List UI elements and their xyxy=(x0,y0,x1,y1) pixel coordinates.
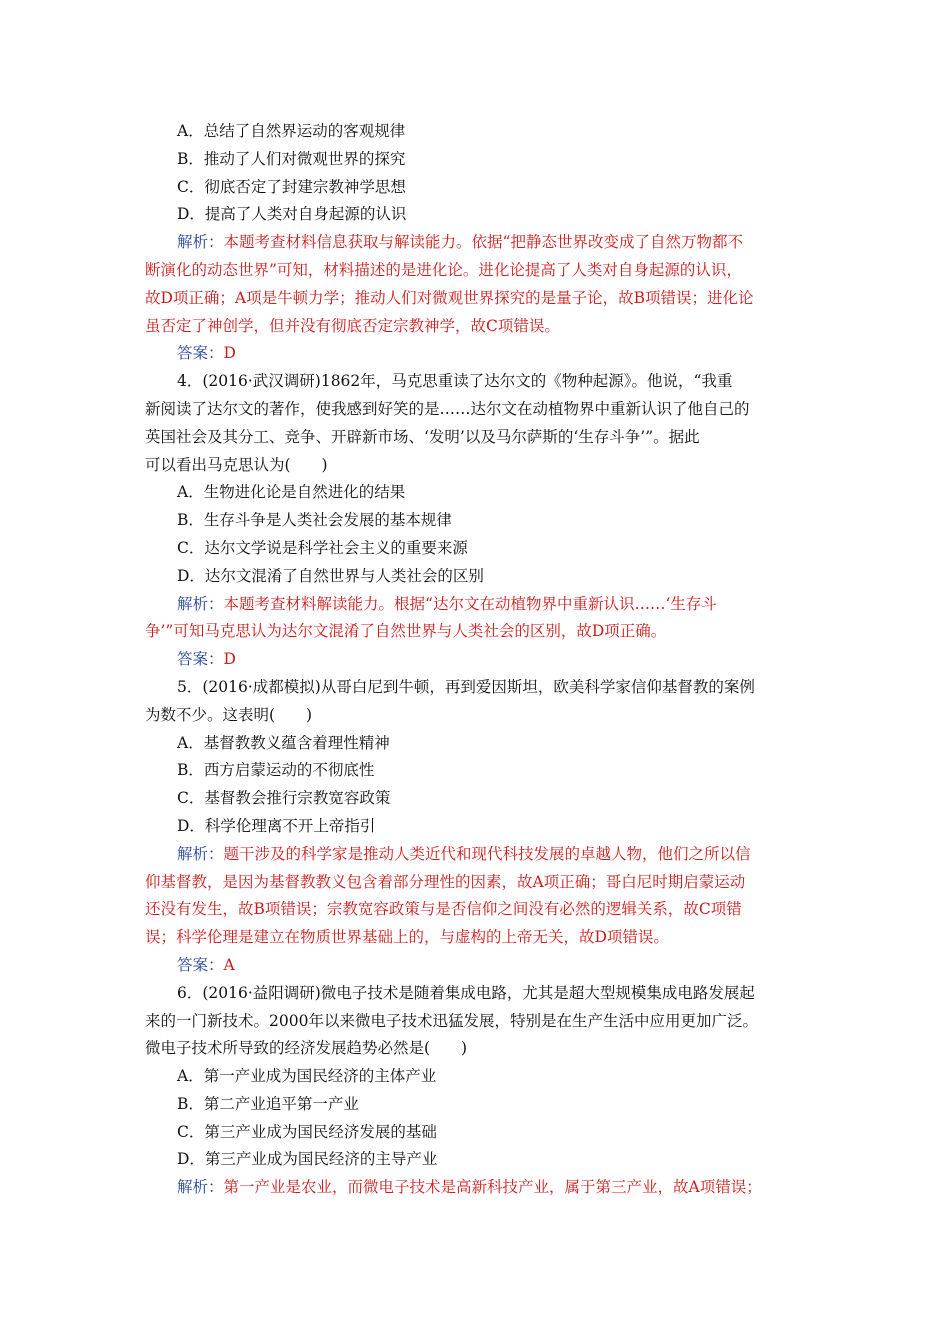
question-stem: 可以看出马克思认为( ) xyxy=(145,455,328,474)
question-stem: 6．(2016·益阳调研)微电子技术是随着集成电路，尤其是超大型规模集成电路发展起 xyxy=(177,983,755,1002)
question-stem: 5．(2016·成都模拟)从哥白尼到牛顿，再到爱因斯坦，欧美科学家信仰基督教的案例 xyxy=(177,677,755,696)
analysis-label: 解析： xyxy=(177,233,224,252)
analysis-text: 争’”可知马克思认为达尔文混淆了自然世界与人类社会的区别，故D项正确。 xyxy=(145,622,667,641)
option-a: A．生物进化论是自然进化的结果 xyxy=(177,483,406,502)
option-b: B．西方启蒙运动的不彻底性 xyxy=(177,761,375,780)
analysis-line xyxy=(145,229,810,257)
option-c: C．彻底否定了封建宗教神学思想 xyxy=(177,177,406,196)
option-d: D．第三产业成为国民经济的主导产业 xyxy=(177,1150,438,1169)
analysis-text: 仰基督教，是因为基督教教义包含着部分理性的因素，故A项正确；哥白尼时期启蒙运动 xyxy=(145,872,746,891)
answer-label: 答案： xyxy=(177,344,224,363)
question-stem: 为数不少。这表明( ) xyxy=(145,705,313,724)
analysis-text: 本题考查材料解读能力。根据“达尔文在动植物界中重新认识……‘生存斗 xyxy=(223,594,717,613)
option-a: A．第一产业成为国民经济的主体产业 xyxy=(177,1067,437,1086)
analysis-line xyxy=(145,841,810,869)
option-d: D．提高了人类对自身起源的认识 xyxy=(177,205,407,224)
analysis-text: 还没有发生，故B项错误；宗教宽容政策与是否信仰之间没有必然的逻辑关系，故C项错 xyxy=(145,900,742,919)
option-b: B．推动了人们对微观世界的探究 xyxy=(177,149,406,168)
answer-line xyxy=(145,952,810,980)
question-stem: 来的一门新技术。2000年以来微电子技术迅猛发展，特别是在生产生活中应用更加广泛。 xyxy=(145,1011,758,1030)
answer-value: A xyxy=(223,955,235,974)
question-stem: 新阅读了达尔文的著作，使我感到好笑的是……达尔文在动植物界中重新认识了他自己的 xyxy=(145,399,750,418)
analysis-text: 误；科学伦理是建立在物质世界基础上的，与虚构的上帝无关，故D项错误。 xyxy=(145,928,669,947)
question-stem: 微电子技术所导致的经济发展趋势必然是( ) xyxy=(145,1039,468,1058)
analysis-label: 解析： xyxy=(177,844,224,863)
analysis-text: 故D项正确；A项是牛顿力学；推动人们对微观世界探究的是量子论，故B项错误；进化论 xyxy=(145,288,754,307)
answer-value: D xyxy=(223,344,236,363)
question-4 xyxy=(145,368,810,674)
option-b: B．生存斗争是人类社会发展的基本规律 xyxy=(177,511,452,530)
analysis-label: 解析： xyxy=(177,594,224,613)
analysis-line xyxy=(145,1174,810,1202)
analysis-line xyxy=(145,591,810,619)
answer-label: 答案： xyxy=(177,650,224,669)
analysis-text: 本题考查材料信息获取与解读能力。依据“把静态世界改变成了自然万物都不 xyxy=(223,233,743,252)
option-c: C．第三产业成为国民经济发展的基础 xyxy=(177,1122,437,1141)
option-d: D．达尔文混淆了自然世界与人类社会的区别 xyxy=(177,566,484,585)
question-6 xyxy=(145,980,810,1202)
question-3 xyxy=(145,118,810,368)
analysis-label: 解析： xyxy=(177,1178,224,1197)
analysis-text: 虽否定了神创学，但并没有彻底否定宗教神学，故C项错误。 xyxy=(145,316,560,335)
analysis-text: 题干涉及的科学家是推动人类近代和现代科技发展的卓越人物，他们之所以信 xyxy=(223,844,751,863)
analysis-text: 断演化的动态世界”可知，材料描述的是进化论。进化论提高了人类对自身起源的认识， xyxy=(145,260,742,279)
option-c: C．达尔文学说是科学社会主义的重要来源 xyxy=(177,538,468,557)
answer-label: 答案： xyxy=(177,955,224,974)
option-c: C．基督教会推行宗教宽容政策 xyxy=(177,789,391,808)
document-page xyxy=(145,118,810,1202)
question-stem: 英国社会及其分工、竞争、开辟新市场、‘发明’以及马尔萨斯的‘生存斗争’”。据此 xyxy=(145,427,700,446)
analysis-text: 第一产业是农业，而微电子技术是高新科技产业，属于第三产业，故A项错误； xyxy=(223,1178,762,1197)
option-a: A．基督教教义蕴含着理性精神 xyxy=(177,733,390,752)
option-b: B．第二产业追平第一产业 xyxy=(177,1094,359,1113)
answer-value: D xyxy=(223,650,236,669)
question-stem: 4．(2016·武汉调研)1862年，马克思重读了达尔文的《物种起源》。他说，“我重 xyxy=(177,372,733,391)
option-d: D．科学伦理离不开上帝指引 xyxy=(177,816,376,835)
question-5 xyxy=(145,674,810,980)
answer-line xyxy=(145,646,810,674)
option-a: A．总结了自然界运动的客观规律 xyxy=(177,122,406,140)
answer-line xyxy=(145,340,810,368)
